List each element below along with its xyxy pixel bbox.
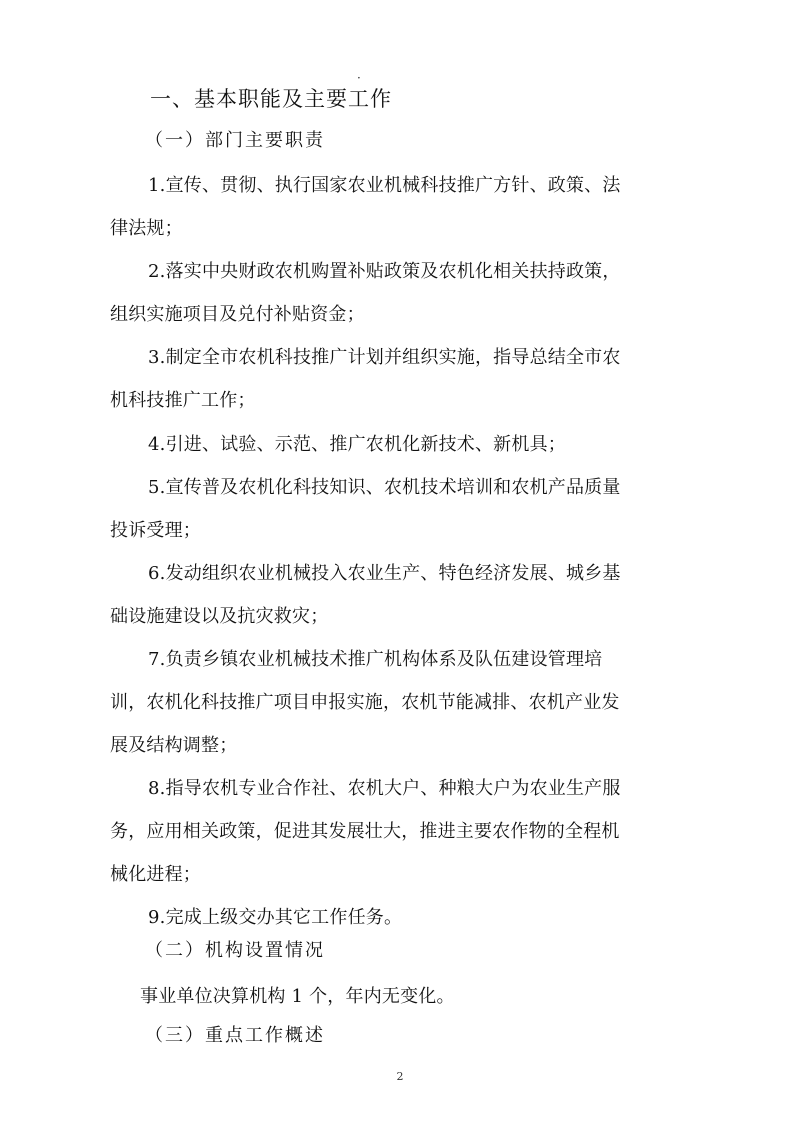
duty-6-line-2: 础设施建设以及抗灾救灾； bbox=[110, 606, 329, 627]
stray-mark: · bbox=[357, 71, 361, 85]
subsection-title-key-work: （三）重点工作概述 bbox=[145, 1025, 325, 1046]
section-heading: 一、基本职能及主要工作 bbox=[150, 87, 392, 111]
duty-1-line-2: 律法规； bbox=[110, 218, 183, 239]
duty-7-line-3: 展及结构调整； bbox=[110, 735, 238, 756]
structure-text: 事业单位决算机构 1 个，年内无变化。 bbox=[140, 986, 455, 1007]
duty-9-line-1: 9.完成上级交办其它工作任务。 bbox=[148, 907, 403, 928]
duty-2-line-2: 组织实施项目及兑付补贴资金； bbox=[110, 304, 365, 325]
duty-3-line-1: 3.制定全市农机科技推广计划并组织实施，指导总结全市农 bbox=[148, 347, 621, 368]
subsection-title-duties: （一）部门主要职责 bbox=[145, 130, 325, 151]
duty-1-line-1: 1.宣传、贯彻、执行国家农业机械科技推广方针、政策、法 bbox=[148, 175, 621, 196]
subsection-title-structure: （二）机构设置情况 bbox=[145, 940, 325, 961]
page-number: 2 bbox=[396, 1070, 404, 1083]
duty-4-line-1: 4.引进、试验、示范、推广农机化新技术、新机具； bbox=[148, 434, 566, 455]
duty-5-line-2: 投诉受理； bbox=[110, 520, 201, 541]
duty-6-line-1: 6.发动组织农业机械投入农业生产、特色经济发展、城乡基 bbox=[148, 563, 621, 584]
duty-8-line-3: 械化进程； bbox=[110, 864, 201, 885]
duty-8-line-1: 8.指导农机专业合作社、农机大户、种粮大户为农业生产服 bbox=[148, 778, 621, 799]
duty-7-line-1: 7.负责乡镇农业机械技术推广机构体系及队伍建设管理培 bbox=[148, 649, 603, 670]
duty-7-line-2: 训，农机化科技推广项目申报实施，农机节能减排、农机产业发 bbox=[110, 692, 620, 713]
duty-8-line-2: 务，应用相关政策，促进其发展壮大，推进主要农作物的全程机 bbox=[110, 821, 620, 842]
duty-2-line-1: 2.落实中央财政农机购置补贴政策及农机化相关扶持政策， bbox=[148, 261, 621, 282]
duty-5-line-1: 5.宣传普及农机化科技知识、农机技术培训和农机产品质量 bbox=[148, 477, 621, 498]
duty-3-line-2: 机科技推广工作； bbox=[110, 390, 256, 411]
